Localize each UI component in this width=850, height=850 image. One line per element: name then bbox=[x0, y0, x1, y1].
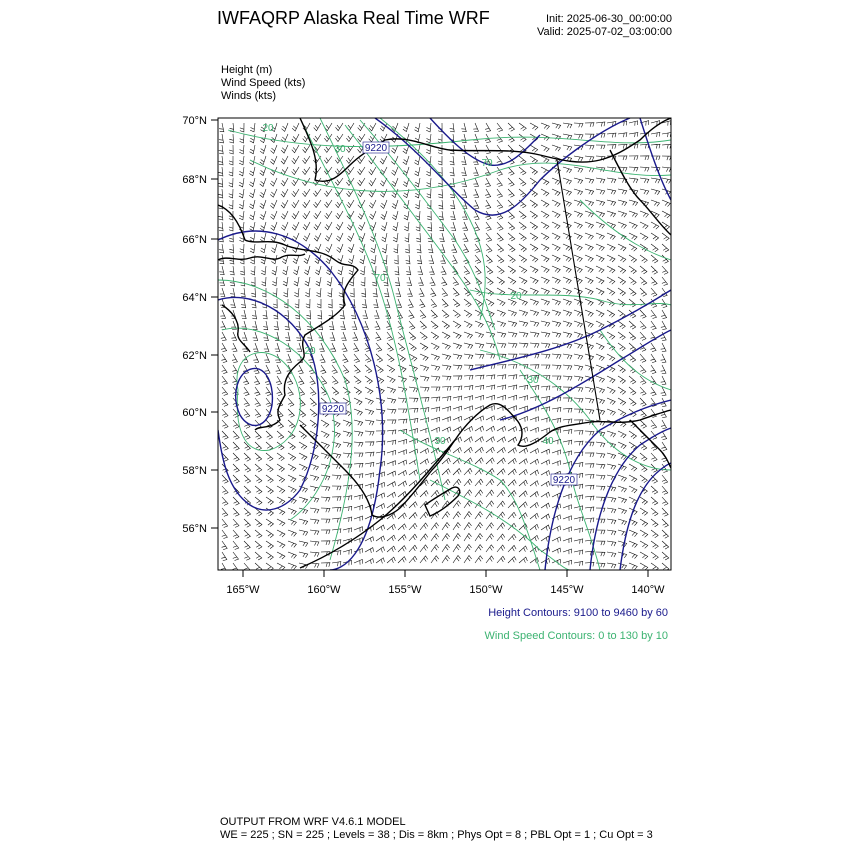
wind-label: 40 bbox=[542, 436, 554, 447]
lon-label: 145°W bbox=[550, 584, 584, 596]
wind-label: 30 bbox=[527, 375, 539, 386]
latitude-labels bbox=[182, 115, 207, 535]
lat-label: 56°N bbox=[182, 523, 207, 535]
lon-label: 160°W bbox=[307, 584, 341, 596]
height-label-2 bbox=[320, 403, 346, 415]
lat-label: 60°N bbox=[182, 407, 207, 419]
map-title: IWFAQRP Alaska Real Time WRF bbox=[217, 8, 490, 28]
lon-label: 140°W bbox=[631, 584, 665, 596]
lon-label: 165°W bbox=[226, 584, 260, 596]
wind-label: 20 bbox=[510, 291, 522, 302]
init-time: Init: 2025-06-30_00:00:00 bbox=[546, 13, 672, 25]
coastline-southeast bbox=[630, 420, 671, 468]
border-alaska-canada bbox=[557, 160, 600, 420]
height-contour bbox=[640, 118, 671, 200]
wind-label: 70 bbox=[481, 158, 493, 169]
wind-contour bbox=[580, 200, 671, 260]
field-wind-speed: Wind Speed (kts) bbox=[221, 77, 306, 89]
height-label-text: 9220 bbox=[552, 475, 576, 486]
wind-contour bbox=[400, 430, 540, 570]
wind-label: 20 bbox=[304, 346, 316, 357]
model-info: OUTPUT FROM WRF V4.6.1 MODEL bbox=[220, 816, 406, 828]
wind-contour bbox=[250, 160, 671, 191]
height-contour-legend: Height Contours: 9100 to 9460 by 60 bbox=[488, 607, 668, 619]
field-winds: Winds (kts) bbox=[221, 90, 276, 102]
lat-label: 66°N bbox=[182, 234, 207, 246]
field-height: Height (m) bbox=[221, 64, 273, 76]
lon-label: 150°W bbox=[469, 584, 503, 596]
lat-label: 70°N bbox=[182, 115, 207, 127]
wind-label: 30 bbox=[434, 436, 446, 447]
height-label-text: 9220 bbox=[364, 143, 388, 154]
wind-label: 70 bbox=[374, 273, 386, 284]
model-config: WE = 225 ; SN = 225 ; Levels = 38 ; Dis = 8km ; Phys Opt = 8 ; PBL Opt = 1 ; Cu Opt = 3 bbox=[220, 829, 653, 841]
height-label-1 bbox=[363, 142, 389, 154]
coastline-bristol-bay bbox=[300, 425, 455, 517]
lat-label: 62°N bbox=[182, 350, 207, 362]
lat-label: 64°N bbox=[182, 292, 207, 304]
coastline-kodiak bbox=[425, 487, 460, 516]
valid-time: Valid: 2025-07-02_03:00:00 bbox=[537, 26, 672, 38]
lon-label: 155°W bbox=[388, 584, 422, 596]
longitude-axis bbox=[243, 570, 648, 577]
height-contour bbox=[236, 368, 273, 425]
wind-speed-contour-legend: Wind Speed Contours: 0 to 130 by 10 bbox=[484, 630, 668, 642]
lat-label: 58°N bbox=[182, 465, 207, 477]
height-label-3 bbox=[551, 474, 577, 486]
longitude-labels bbox=[226, 584, 665, 596]
coastline-alaska-peninsula bbox=[300, 440, 455, 568]
plot-area bbox=[218, 118, 671, 572]
height-label-text: 9220 bbox=[321, 404, 345, 415]
wind-label: 30 bbox=[334, 144, 346, 155]
latitude-axis bbox=[211, 120, 218, 528]
lat-label: 68°N bbox=[182, 174, 207, 186]
height-contour bbox=[375, 118, 630, 215]
wind-label: 20 bbox=[262, 123, 274, 134]
